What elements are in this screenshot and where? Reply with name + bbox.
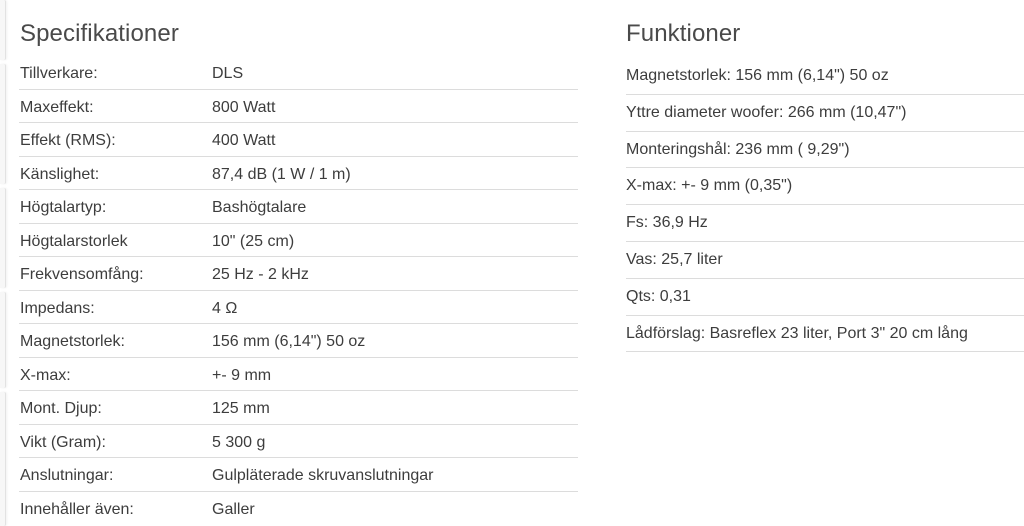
spec-row bbox=[19, 224, 578, 258]
left-edge-tabs bbox=[0, 0, 8, 526]
spec-row bbox=[19, 190, 578, 224]
spec-label: Tillverkare: bbox=[20, 65, 98, 82]
spec-label: Maxeffekt: bbox=[20, 98, 94, 116]
feature-text: Vas: 25,7 liter bbox=[626, 250, 723, 268]
feature-text: Magnetstorlek: 156 mm (6,14") 50 oz bbox=[626, 67, 889, 84]
spec-value: 87,4 dB (1 W / 1 m) bbox=[212, 165, 351, 183]
feature-item bbox=[626, 242, 1024, 279]
spec-value: 400 Watt bbox=[212, 132, 276, 149]
feature-item bbox=[626, 279, 1024, 316]
edge-tab bbox=[0, 392, 6, 526]
spec-row bbox=[19, 358, 578, 392]
feature-item bbox=[626, 168, 1024, 205]
spec-label: Vikt (Gram): bbox=[20, 433, 106, 451]
spec-label: Frekvensomfång: bbox=[20, 266, 144, 283]
feature-text: Fs: 36,9 Hz bbox=[626, 214, 708, 232]
spec-label: Högtalarstorlek bbox=[20, 232, 128, 250]
feature-item bbox=[626, 316, 1024, 353]
spec-value: Galler bbox=[212, 500, 255, 518]
spec-label: Högtalartyp: bbox=[20, 199, 107, 216]
spec-row bbox=[19, 492, 578, 526]
spec-row bbox=[19, 391, 578, 425]
spec-row bbox=[19, 157, 578, 191]
feature-text: Yttre diameter woofer: 266 mm (10,47") bbox=[626, 103, 907, 121]
spec-value: 5 300 g bbox=[212, 433, 266, 451]
spec-value: Gulpläterade skruvanslutningar bbox=[212, 467, 434, 484]
spec-value: 10" (25 cm) bbox=[212, 232, 295, 250]
feature-text: Qts: 0,31 bbox=[626, 287, 691, 305]
spec-value: 25 Hz - 2 kHz bbox=[212, 266, 309, 283]
spec-row bbox=[19, 90, 578, 124]
spec-value: 125 mm bbox=[212, 400, 270, 417]
spec-row bbox=[19, 324, 578, 358]
feature-text: Monteringshål: 236 mm ( 9,29") bbox=[626, 140, 850, 158]
spec-label: Impedans: bbox=[20, 299, 95, 317]
feature-item bbox=[626, 95, 1024, 132]
spec-row bbox=[19, 291, 578, 325]
spec-row bbox=[19, 56, 578, 90]
spec-value: 800 Watt bbox=[212, 98, 276, 116]
spec-row bbox=[19, 458, 578, 492]
feature-item bbox=[626, 205, 1024, 242]
spec-label: Magnetstorlek: bbox=[20, 333, 125, 350]
features-list bbox=[626, 58, 1024, 352]
features-title: Funktioner bbox=[626, 20, 741, 47]
spec-label: Anslutningar: bbox=[20, 467, 114, 484]
specifications-table bbox=[19, 56, 578, 525]
edge-tab bbox=[0, 0, 6, 60]
feature-item bbox=[626, 132, 1024, 169]
feature-text: Lådförslag: Basreflex 23 liter, Port 3" 20 cm lång bbox=[626, 324, 968, 342]
feature-text: X-max: +- 9 mm (0,35") bbox=[626, 177, 793, 195]
spec-row bbox=[19, 257, 578, 291]
spec-label: Känslighet: bbox=[20, 165, 100, 183]
spec-label: Innehåller även: bbox=[20, 500, 134, 518]
spec-label: Effekt (RMS): bbox=[20, 132, 116, 149]
spec-value: +- 9 mm bbox=[212, 366, 272, 384]
spec-row bbox=[19, 425, 578, 459]
edge-tab bbox=[0, 64, 6, 184]
spec-value: 156 mm (6,14") 50 oz bbox=[212, 333, 366, 350]
edge-tab bbox=[0, 188, 6, 288]
specifications-title: Specifikationer bbox=[20, 20, 179, 47]
edge-tab bbox=[0, 292, 6, 388]
spec-value: DLS bbox=[212, 65, 244, 82]
spec-value: 4 Ω bbox=[212, 299, 238, 317]
spec-label: X-max: bbox=[20, 366, 71, 384]
feature-item bbox=[626, 58, 1024, 95]
spec-label: Mont. Djup: bbox=[20, 400, 102, 417]
spec-row bbox=[19, 123, 578, 157]
spec-value: Bashögtalare bbox=[212, 199, 307, 216]
